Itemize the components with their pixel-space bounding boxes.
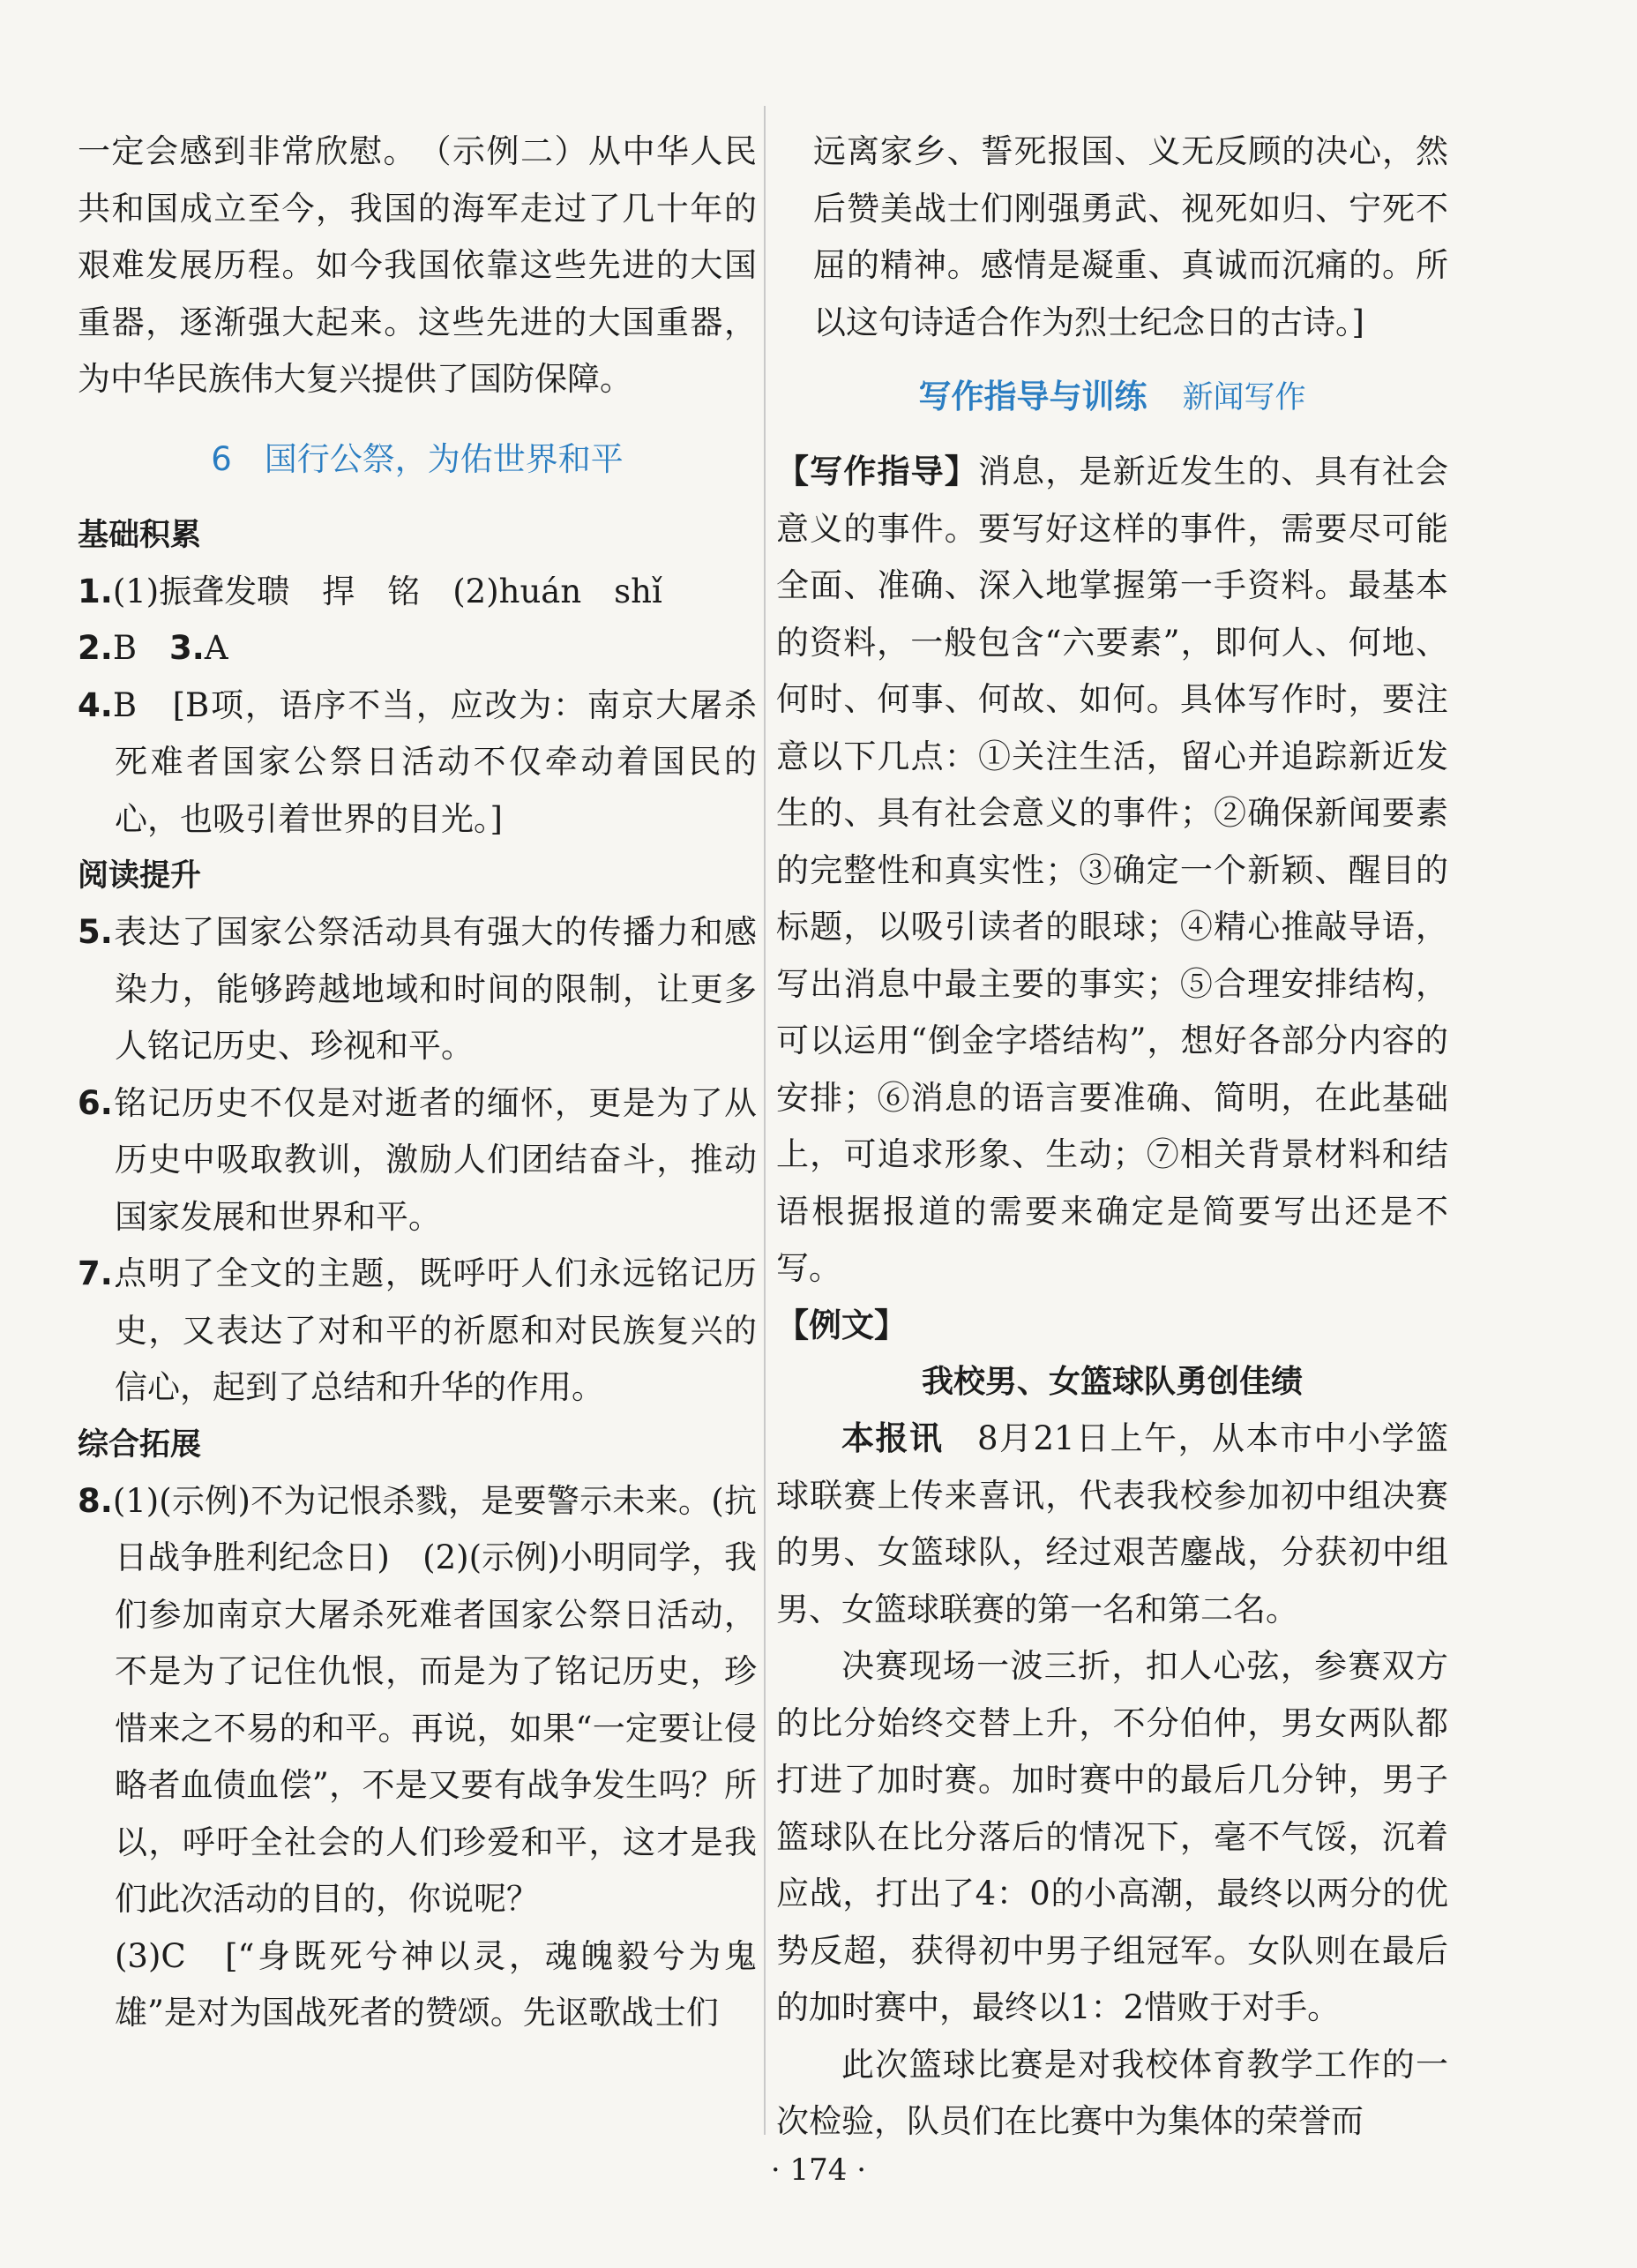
right-column (776, 124, 1448, 2151)
heading-jichu: 基础积累 (78, 517, 202, 553)
writing-guide-main: 写作指导与训练 (918, 378, 1147, 415)
question-7 (78, 1246, 757, 1417)
heading-zonghe: 综合拓展 (78, 1426, 202, 1463)
writing-guide-title (776, 371, 1448, 424)
q6-number: 6. (78, 1083, 113, 1122)
section-title: 6 国行公祭，为佑世界和平 (211, 439, 624, 478)
question-1 (78, 564, 757, 621)
q6-answer: 铭记历史不仅是对逝者的缅怀，更是为了从历史中吸取教训，激励人们团结奋斗，推动国家发展和世界和平。 (112, 1083, 757, 1236)
left-continuation: 一定会感到非常欣慰。 （示例二）从中华人民共和国成立至今，我国的海军走过了几十年的艰难发展历程。如今我国依靠这些先进的大国重器，逐渐强大起来。这些先进的大国重器，为中华民族伟大复兴提供了国防保障。 (78, 132, 757, 398)
question-5 (78, 904, 757, 1075)
guide-text: 消息，是新近发生的、具有社会意义的事件。要写好这样的事件，需要尽可能全面、准确、深入地掌握第一手资料。最基本的资料，一般包含“六要素”，即何人、何地、何时、何事、何故、如何。具体写作时，要注意以下几点：①关注生活，留心并追踪新近发生的、具有社会意义的事件；②确保新闻要素的完整性和真实性；③确定一个新颖、醒目的标题，以吸引读者的眼球；④精心推敲导语，写出消息中最主要的事实；⑤合理安排结构，可以运用“倒金字塔结构”，想好各部分内容的安排；⑥消息的语言要准确、简明，在此基础上，可追求形象、生动；⑦相关背景材料和结语根据报道的需要来确定是简要写出还是不写。 (776, 453, 1449, 1287)
question-6 (78, 1075, 757, 1246)
question-2-3 (78, 620, 757, 677)
left-column (78, 124, 757, 2042)
lead-text: 8月21日上午，从本市中小学篮球联赛上传来喜讯，代表我校参加初中组决赛的男、女篮球队，经过艰苦鏖战，分获初中组男、女篮球联赛的第一名和第二名。 (776, 1419, 1449, 1628)
q5-answer: 表达了国家公祭活动具有强大的传播力和感染力，能够跨越地域和时间的限制，让更多人铭记历史、珍视和平。 (112, 913, 757, 1065)
q1-answer: (1)振聋发聩 捍 铭 (2)huán shǐ (112, 572, 662, 610)
q3-number: 3. (169, 629, 205, 667)
q8-number: 8. (78, 1481, 113, 1520)
q4-answer: B [B项，语序不当，应改为：南京大屠杀死难者国家公祭日活动不仅牵动着国民的心，也吸引着世界的目光。] (112, 685, 757, 838)
q3-answer: A (204, 629, 228, 667)
article-paragraph-3: 此次篮球比赛是对我校体育教学工作的一次检验，队员们在比赛中为集体的荣誉而 (776, 2045, 1448, 2140)
writing-guide-paragraph (776, 444, 1448, 1298)
lead-label: 本报讯 (841, 1419, 944, 1457)
q2-number: 2. (78, 629, 113, 667)
column-divider (764, 106, 766, 2135)
example-label: 【例文】 (776, 1306, 907, 1344)
heading-yuedu: 阅读提升 (78, 858, 202, 894)
page-number: · 174 · (770, 2152, 867, 2188)
q1-number: 1. (78, 572, 113, 610)
q2-answer: B (112, 629, 170, 667)
article-paragraph-2: 决赛现场一波三折，扣人心弦，参赛双方的比分始终交替上升，不分伯仲，男女两队都打进了加时赛。加时赛中的最后几分钟，男子篮球队在比分落后的情况下，毫不气馁，沉着应战，打出了4：0的小高潮，最终以两分的优势反超，获得初中男子组冠军。女队则在最后的加时赛中，最终以1：2惜败于对手。 (776, 1647, 1448, 2026)
article-lead (776, 1411, 1448, 1638)
article-title: 我校男、女篮球队勇创佳绩 (921, 1364, 1303, 1400)
question-4 (78, 677, 757, 849)
question-8 (78, 1473, 757, 1928)
question-8-part-3: (3)C [“身既死兮神以灵，魂魄毅兮为鬼雄”是对为国战死者的赞颂。先讴歌战士们 (115, 1936, 757, 2032)
q7-number: 7. (78, 1254, 113, 1292)
q7-answer: 点明了全文的主题，既呼吁人们永远铭记历史，又表达了对和平的祈愿和对民族复兴的信心，起到了总结和升华的作用。 (112, 1254, 757, 1406)
q5-number: 5. (78, 913, 113, 951)
guide-label: 【写作指导】 (776, 453, 978, 490)
writing-guide-sub: 新闻写作 (1182, 380, 1306, 415)
q8-answer: (1)(示例)不为记恨杀戮，是要警示未来。(抗日战争胜利纪念日) (2)(示例)小明同学，我们参加南京大屠杀死难者国家公祭日活动，不是为了记住仇恨，而是为了铭记历史，珍惜来之不易的和平。再说，如果“一定要让侵略者血债血偿”，不是又要有战争发生吗？所以，呼吁全社会的人们珍爱和平，这才是我们此次活动的目的，你说呢？ (112, 1481, 757, 1918)
q4-number: 4. (78, 685, 113, 724)
right-continuation: 远离家乡、誓死报国、义无反顾的决心，然后赞美战士们刚强勇武、视死如归、宁死不屈的精神。感情是凝重、真诚而沉痛的。所以这句诗适合作为烈士纪念日的古诗。] (813, 132, 1448, 341)
